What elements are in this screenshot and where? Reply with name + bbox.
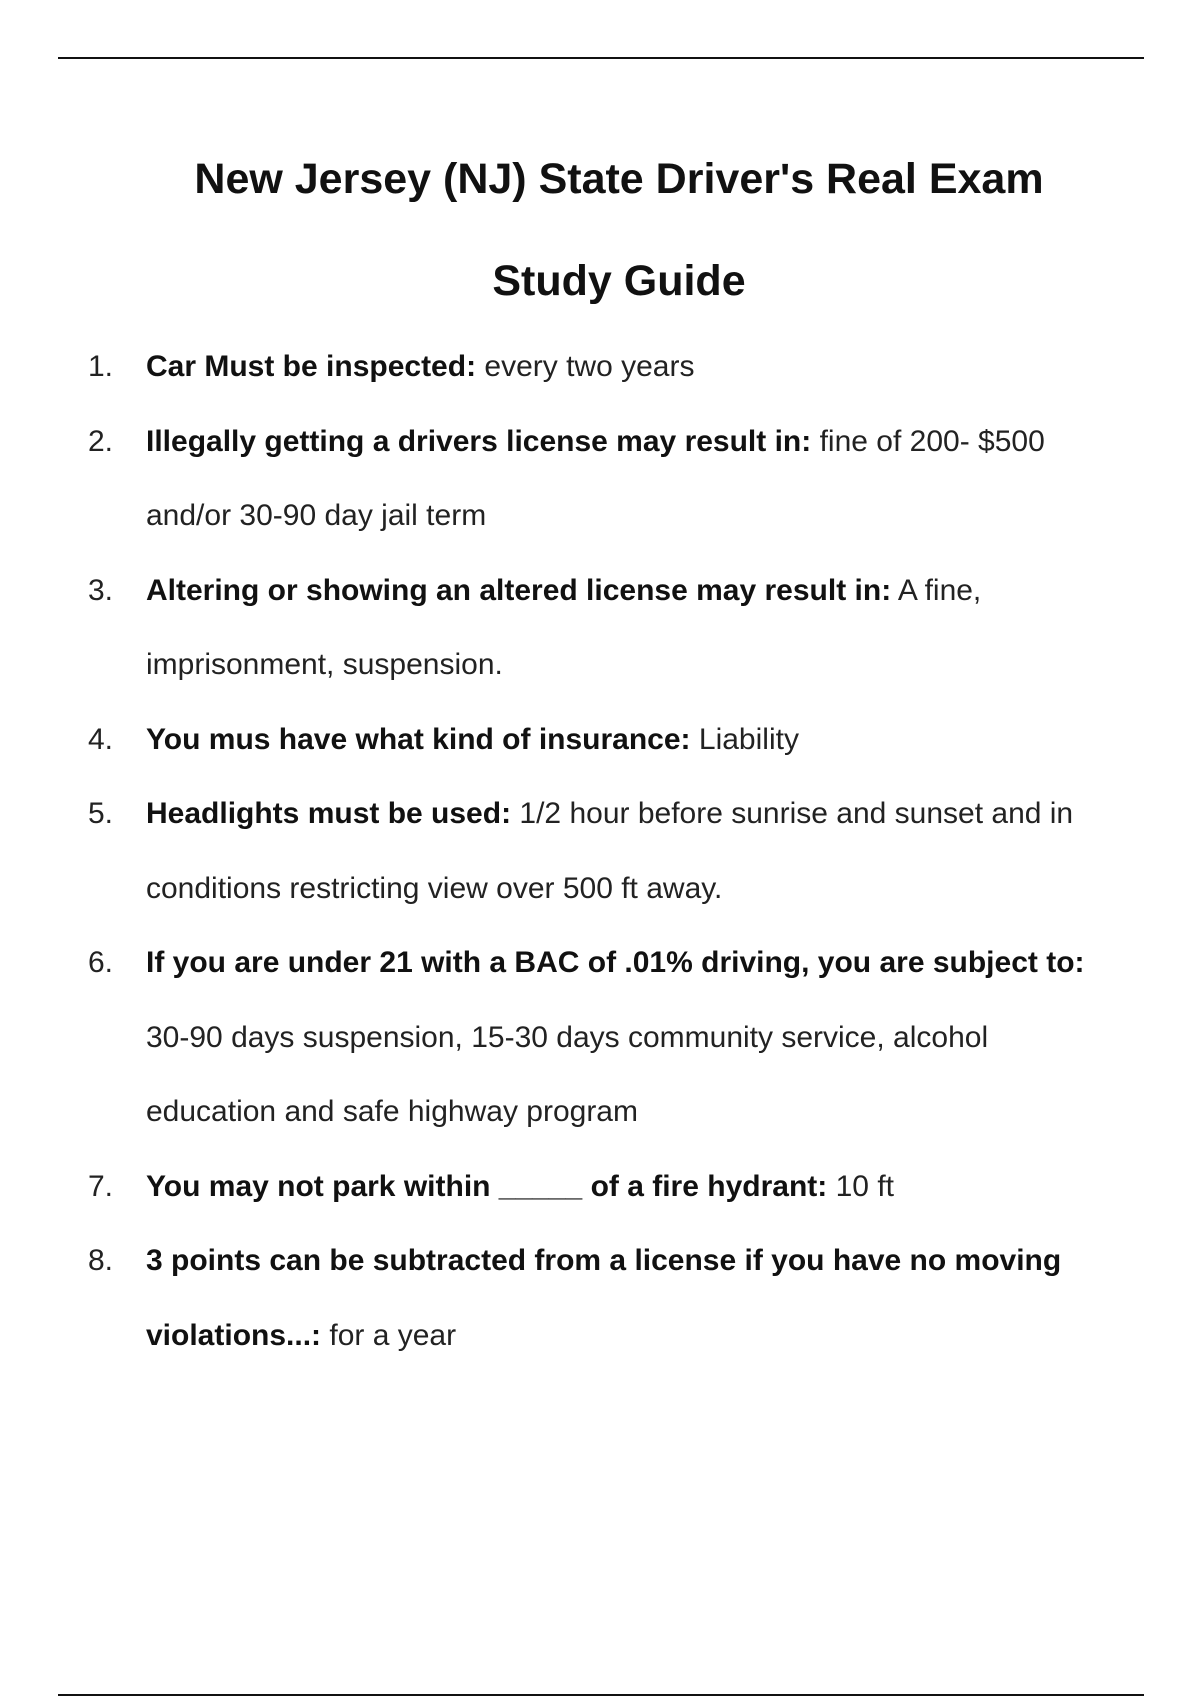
item-text	[146, 330, 1088, 405]
item-answer: 1/2 hour before sunrise and sunset and in conditions restricting view over 500 ft away.	[146, 797, 1074, 905]
item-question: 3 points can be subtracted from a license if you have no moving violations...:	[146, 1244, 1062, 1352]
item-question: Headlights must be used:	[146, 797, 512, 830]
item-number: 4.	[88, 722, 114, 756]
document-title	[58, 128, 1180, 332]
top-rule	[58, 57, 1144, 59]
item-number: 3.	[88, 573, 114, 607]
item-number: 5.	[88, 797, 114, 830]
item-answer: every two years	[484, 350, 695, 383]
question-list	[88, 330, 1088, 1373]
item-text	[146, 926, 1088, 1150]
item-text	[146, 1150, 1088, 1225]
item-text	[146, 703, 1088, 778]
item-text	[146, 405, 1088, 554]
list-item	[88, 1150, 1088, 1225]
item-answer: fine of 200- $500 and/or 30-90 day jail term	[146, 424, 1045, 532]
item-answer: for a year	[329, 1318, 457, 1352]
list-item	[88, 1224, 1088, 1373]
item-question: Altering or showing an altered license may result in:	[146, 573, 892, 607]
item-answer: Liability	[698, 722, 799, 756]
item-number: 1.	[88, 350, 114, 383]
list-item	[88, 703, 1088, 778]
item-number: 2.	[88, 424, 114, 458]
item-text	[146, 554, 1088, 703]
item-question: You may not park within _____ of a fire hydrant:	[146, 1169, 828, 1203]
item-question: Car Must be inspected:	[146, 350, 477, 383]
item-number: 8.	[88, 1244, 114, 1277]
item-text	[146, 1224, 1088, 1373]
item-answer: 30-90 days suspension, 15-30 days community service, alcohol education and safe highway program	[146, 1020, 989, 1128]
item-question: If you are under 21 with a BAC of .01% driving, you are subject to:	[146, 946, 1085, 979]
title-line-2: Study Guide	[492, 257, 746, 305]
item-answer: 10 ft	[835, 1169, 894, 1203]
item-number: 6.	[88, 946, 114, 979]
item-answer: A fine, imprisonment, suspension.	[146, 573, 982, 681]
item-text	[146, 777, 1088, 926]
title-line-1: New Jersey (NJ) State Driver's Real Exam	[194, 155, 1044, 203]
list-item	[88, 405, 1088, 554]
item-question: Illegally getting a drivers license may result in:	[146, 424, 812, 458]
list-item	[88, 554, 1088, 703]
item-question: You mus have what kind of insurance:	[146, 722, 691, 756]
item-number: 7.	[88, 1169, 114, 1203]
list-item	[88, 330, 1088, 405]
list-item	[88, 926, 1088, 1150]
bottom-rule	[58, 1694, 1144, 1696]
list-item	[88, 777, 1088, 926]
